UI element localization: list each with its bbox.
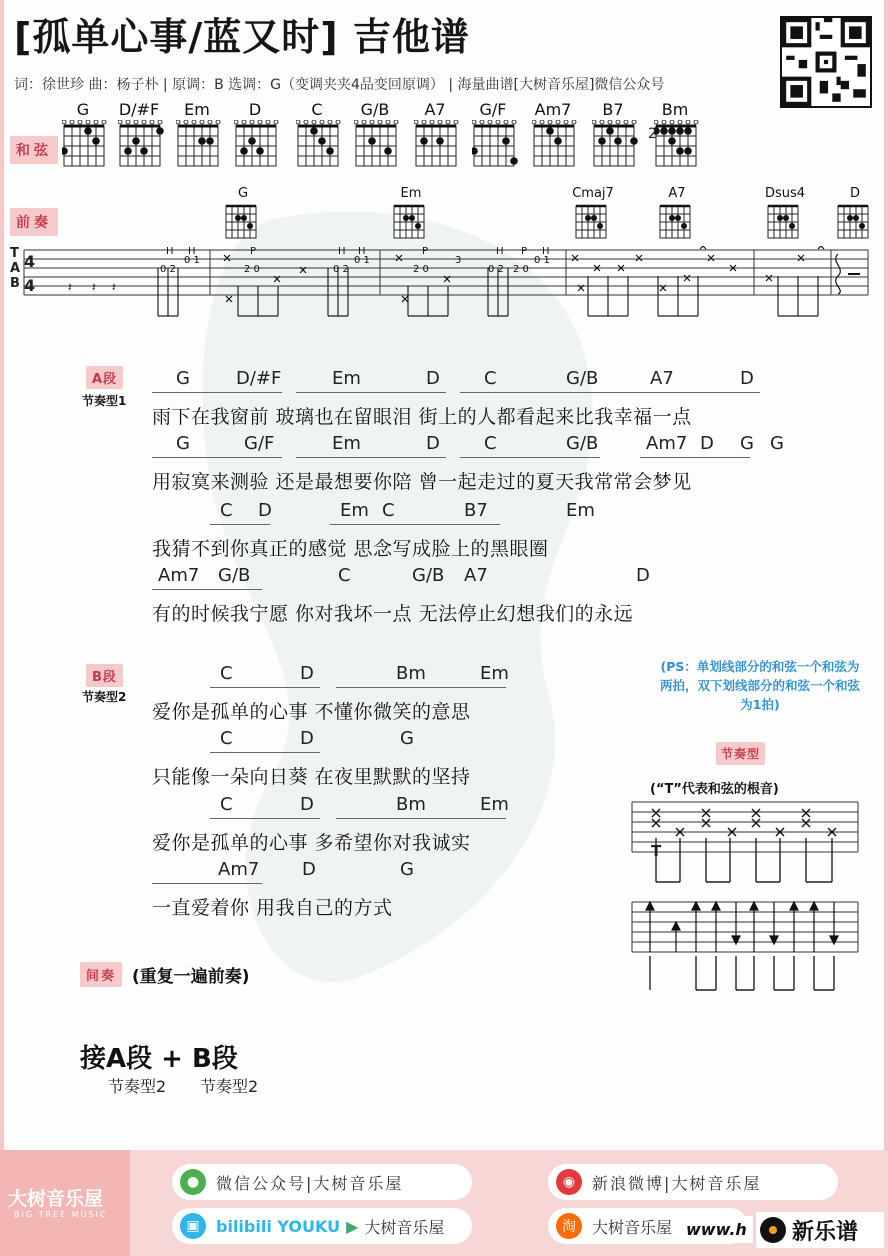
svg-text:H: H [188,246,196,257]
chord-underline [210,687,320,688]
lyric-chord: A7 [650,368,674,389]
chord-diagram-B7 [592,120,644,168]
page-border-left [0,0,4,1150]
chord-name-5: G/B [360,100,390,119]
lyric-chord: G/B [566,433,599,454]
lyric-chord: G/B [218,565,251,586]
lyric-chord: Bm [396,794,426,815]
wechat-icon: ● [180,1169,206,1195]
svg-text:0 2: 0 2 [333,264,349,275]
rhythm-pattern-2 [630,898,860,994]
section-b-lyric-2: 爱你是孤单的心事 多希望你对我诚实 [152,832,471,854]
section-b-lyric-1: 只能像一朵向日葵 在夜里默默的坚持 [152,766,471,788]
svg-text:H: H [496,246,504,257]
chord-underline [330,524,500,525]
intro-tab-staff [8,246,870,320]
chord-diagram-Bm [654,120,706,168]
section-b-lyric-0: 爱你是孤单的心事 不懂你微笑的意思 [152,701,471,723]
lyric-chord: G/B [566,368,599,389]
svg-text:P: P [521,246,528,257]
logo-subtext: BIG TREE MUSIC [14,1210,108,1219]
chord-diagram-D [234,120,286,168]
arpeggio-mark-icon [836,254,841,294]
lyric-chord: Am7 [646,433,688,454]
lyric-chord: A7 [464,565,488,586]
chord-underline [296,457,446,458]
wechat-label: 微信公众号|大树音乐屋 [216,1173,404,1193]
chord-diagram-Am7 [532,120,584,168]
chord-name-3: D [248,100,262,119]
taobao-label: 大树音乐屋 [592,1217,673,1237]
ending-instruction: 接A段 + B段 [80,1044,238,1074]
youku-play-icon: ▶ [346,1216,361,1236]
chord-diagram-G [62,120,114,168]
svg-text:2 0: 2 0 [413,264,429,275]
intro-tag: 前奏 [10,208,58,236]
svg-text:0 2: 0 2 [160,264,176,275]
chord-diagram-C [296,120,348,168]
lyric-chord: D [700,433,714,454]
lyric-chord: Em [480,663,509,684]
chord-diagram-D/#F [118,120,170,168]
lyric-chord: Em [340,500,369,521]
section-a-tag: A段 [86,366,123,389]
lyric-chord: G [770,433,784,454]
section-b-tag: B段 [86,664,123,687]
lyric-chord: C [220,663,233,684]
logo-text: 大树音乐屋 [8,1188,104,1210]
intro-chord-diagram-5 [836,202,880,242]
wechat-link[interactable] [172,1164,472,1200]
lyric-chord: D [636,565,650,586]
chord-name-1: D/#F [118,100,160,119]
chord-underline [460,392,760,393]
song-credits: 词：徐世珍 曲：杨子朴 | 原调：B 选调：G（变调夹夹4品变回原调） | 海量曲谱[大树音乐屋]微信公众号 [14,77,665,93]
intro-chord-name-1: Em [400,186,422,201]
svg-text:0 2: 0 2 [488,264,504,275]
intro-chord-diagram-2 [574,202,618,242]
lyric-chord: Am7 [158,565,200,586]
lyric-chord: D [300,794,314,815]
svg-text:P: P [422,246,429,257]
lyric-chord: D [258,500,272,521]
rhythm-tag: 节奏型 [716,742,765,765]
rhythm-pattern-1 [630,798,860,888]
site-badge[interactable] [756,1212,884,1248]
interlude-tag: 间奏 [80,962,122,987]
chord-name-9: B7 [602,100,624,119]
chord-underline [152,883,262,884]
lyric-chord: Am7 [218,859,260,880]
section-a-rhythm: 节奏型1 [82,394,127,408]
chord-underline [460,457,600,458]
chord-diagram-Em [176,120,228,168]
section-a-lyric-1: 用寂寞来测验 还是最想要你陪 曾一起走过的夏天我常常会梦见 [152,471,692,493]
chord-name-6: A7 [424,100,446,119]
lyric-chord: D [302,859,316,880]
rhythm-caption: (“T”代表和弦的根音) [650,782,779,797]
chords-tag: 和弦 [10,136,58,164]
chord-name-10: Bm [661,100,689,119]
svg-text:0 1: 0 1 [534,255,550,266]
svg-text:𝄽: 𝄽 [92,280,96,294]
taobao-icon: 淘 [556,1213,582,1239]
lyric-chord: B7 [464,500,488,521]
tab-clef: T A B [10,246,21,291]
lyric-chord: D/#F [236,368,282,389]
page-border-right [884,0,888,1150]
video-link[interactable] [172,1208,472,1244]
chord-underline [336,687,506,688]
chord-underline [210,524,270,525]
svg-text:H: H [166,246,174,257]
chord-underline [640,457,750,458]
lyric-chord: Em [566,500,595,521]
intro-chord-name-0: G [237,186,249,201]
intro-chord-name-5: D [849,186,860,201]
intro-chord-name-3: A7 [668,186,686,201]
lyric-chord: G/B [412,565,445,586]
video-channel-name: 大树音乐屋 [364,1217,445,1237]
svg-text:𝄽: 𝄽 [112,280,116,294]
ending-rhythm-a: 节奏型2 [108,1077,167,1096]
chord-underline [210,752,320,753]
lyric-chord: Em [332,368,361,389]
site-name: 新乐谱 [792,1219,859,1245]
svg-text:3: 3 [455,255,462,266]
lyric-chord: C [382,500,395,521]
lyric-chord: G [176,368,190,389]
lyric-chord: G [400,859,414,880]
intro-chord-name-4: Dsus4 [764,186,806,201]
svg-text:H: H [542,246,550,257]
site-url[interactable]: www.h [680,1216,753,1243]
chord-name-2: Em [184,100,210,119]
svg-text:2 0: 2 0 [244,264,260,275]
chord-underline [336,818,506,819]
ending-rhythm-b: 节奏型2 [200,1077,259,1096]
chord-diagram-G/F [472,120,524,168]
chord-diagram-G/B [354,120,406,168]
lyric-chord: C [220,728,233,749]
lyric-chord: D [426,368,440,389]
lyric-chord: D [740,368,754,389]
lyric-chord: C [338,565,351,586]
chord-underline [152,392,282,393]
weibo-label: 新浪微博|大树音乐屋 [592,1173,762,1193]
svg-text:2 0: 2 0 [513,264,529,275]
lyric-chord: G/F [244,433,275,454]
intro-chord-diagram-3 [658,202,702,242]
svg-text:H: H [338,246,346,257]
chord-name-8: Am7 [534,100,572,119]
lyric-chord: D [426,433,440,454]
section-b-lyric-3: 一直爱着你 用我自己的方式 [152,897,393,919]
lyric-chord: D [300,663,314,684]
section-a-lyric-3: 有的时候我宁愿 你对我坏一点 无法停止幻想我们的永远 [152,603,634,625]
chord-name-4: C [311,100,323,119]
ps-note: (PS：单划线部分的和弦一个和弦为两拍，双下划线部分的和弦一个和弦为1拍) [660,659,861,712]
page-title: [孤单心事/蓝又时] 吉他谱 [14,15,470,59]
intro-chord-diagram-0 [224,202,268,242]
lyric-chord: C [220,500,233,521]
bm-fret-number: 2 [648,126,657,142]
chord-underline [296,392,446,393]
chord-name-0: G [76,100,90,119]
chord-underline [152,589,262,590]
bilibili-icon: ▣ [180,1213,206,1239]
root-note-t: T [651,842,662,860]
interlude-text: (重复一遍前奏) [132,967,250,987]
chord-underline [152,457,282,458]
lyric-chord: Em [480,794,509,815]
chord-diagram-A7 [414,120,466,168]
svg-text:P: P [250,246,257,257]
svg-text:H: H [358,246,366,257]
intro-chord-name-2: Cmaj7 [572,186,614,201]
lyric-chord: C [484,433,497,454]
svg-text:0 1: 0 1 [354,255,370,266]
lyric-chord: D [300,728,314,749]
video-brands: bilibili YOUKU [216,1216,341,1236]
section-a-lyric-0: 雨下在我窗前 玻璃也在留眼泪 街上的人都看起来比我幸福一点 [152,406,692,428]
lyric-chord: G [740,433,754,454]
section-b-rhythm: 节奏型2 [82,690,127,704]
qr-code-icon [780,16,872,108]
svg-text:𝄽: 𝄽 [68,280,72,294]
lyric-chord: G [400,728,414,749]
lyric-chord: C [484,368,497,389]
lyric-chord: G [176,433,190,454]
lyric-chord: C [220,794,233,815]
time-signature: 4 4 [24,252,36,295]
lyric-chord: Bm [396,663,426,684]
section-a-lyric-2: 我猜不到你真正的感觉 思念写成脸上的黑眼圈 [152,538,549,560]
lyric-chord: Em [332,433,361,454]
chord-name-7: G/F [479,100,507,119]
svg-text:0 1: 0 1 [184,255,200,266]
record-disc-icon [760,1217,786,1243]
intro-chord-diagram-4 [766,202,810,242]
intro-chord-diagram-1 [392,202,436,242]
chord-underline [210,818,320,819]
weibo-icon: ◉ [556,1169,582,1195]
weibo-link[interactable] [548,1164,838,1200]
